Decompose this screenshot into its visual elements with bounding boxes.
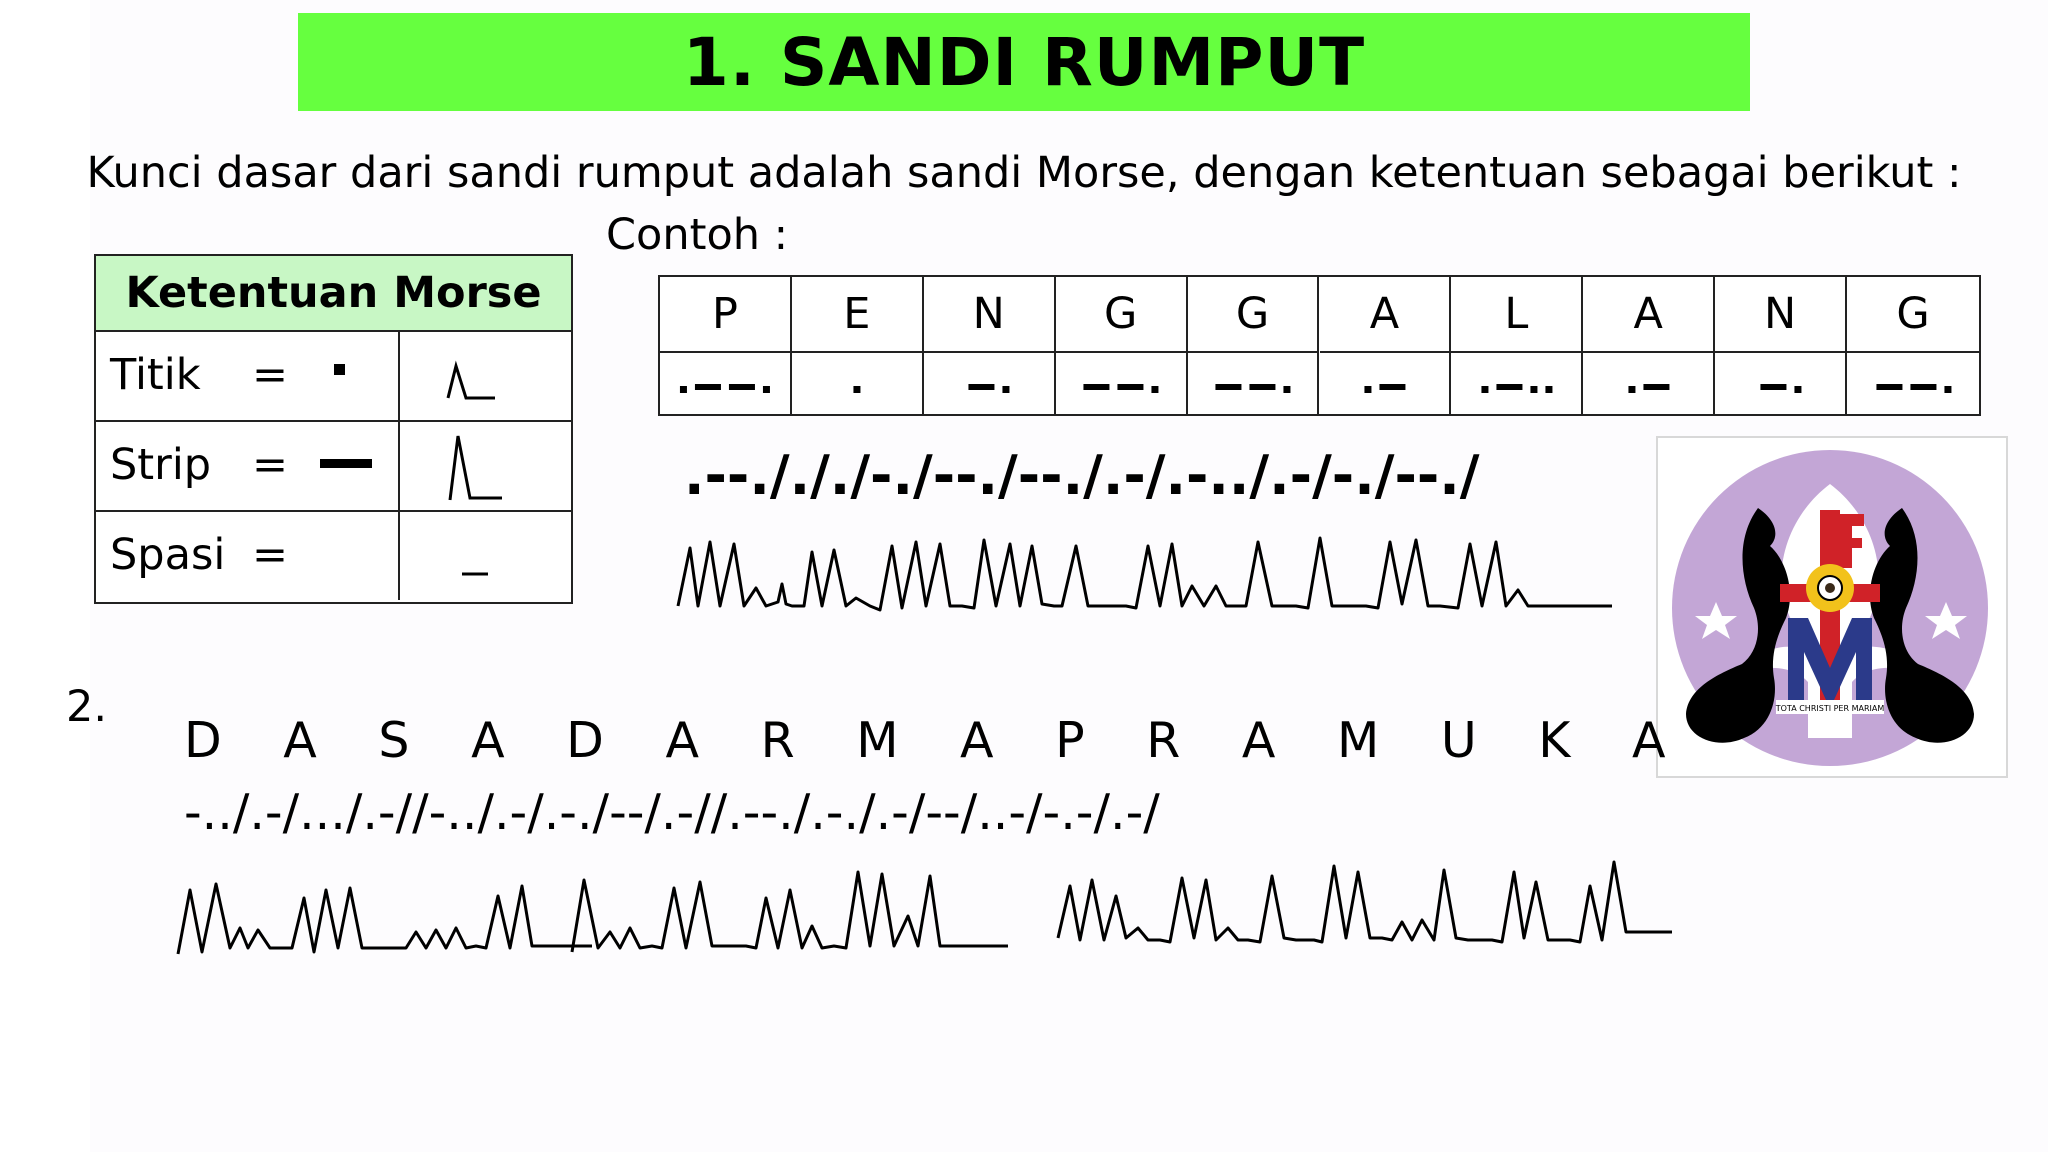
subtitle: Kunci dasar dari sandi rumput adalah sandi Morse, dengan ketentuan sebagai berikut : <box>86 148 1962 198</box>
example-code-cell <box>1847 353 1979 414</box>
example-code-cell <box>792 353 924 414</box>
morse-code-glyph <box>661 359 788 409</box>
key-row-strip <box>96 420 571 510</box>
equals-sign: = <box>252 440 289 490</box>
dash-mark <box>1876 384 1902 390</box>
underscore-icon <box>400 512 571 600</box>
dash-icon <box>310 422 380 512</box>
grass-code-waveform-2 <box>174 856 1724 966</box>
key-row-spasi <box>96 510 571 600</box>
example-code-cell <box>1320 353 1452 414</box>
scout-logo-frame <box>1656 436 2008 778</box>
dash-mark <box>1379 384 1405 390</box>
dash-mark <box>729 384 755 390</box>
equals-sign: = <box>252 530 289 580</box>
example-label: Contoh : <box>606 210 789 260</box>
dash-mark <box>1215 384 1241 390</box>
short-peak-icon <box>400 332 571 420</box>
section2-morse-string: -../.-/.../.-//-../.-/.-./--/.-//.--./.-./.-/--/..-/-.-/.-/ <box>184 784 1160 841</box>
example-letter-cell: A <box>1320 277 1452 353</box>
morse-code-glyph <box>925 359 1052 409</box>
section-number: 2. <box>66 682 108 732</box>
dot-mark <box>1003 386 1010 393</box>
grass-code-waveform-1 <box>676 526 1616 618</box>
dash-mark <box>1910 384 1936 390</box>
example-table <box>658 275 1981 416</box>
dot-mark <box>1364 386 1371 393</box>
example-code-cell <box>1715 353 1847 414</box>
morse-code-glyph <box>1189 359 1316 409</box>
dash-mark <box>1496 384 1522 390</box>
dot-mark <box>1481 386 1488 393</box>
example-letter-cell: G <box>1847 277 1979 353</box>
morse-code-glyph <box>1453 359 1580 409</box>
morse-code-glyph <box>1321 359 1448 409</box>
morse-code-glyph <box>1717 359 1844 409</box>
example-letter-cell: L <box>1451 277 1583 353</box>
example-code-cell <box>1451 353 1583 414</box>
example-letter-cell: E <box>792 277 924 353</box>
dash-mark <box>1118 384 1144 390</box>
dot-mark <box>1530 386 1537 393</box>
dash-mark <box>695 384 721 390</box>
example-letter-cell: N <box>924 277 1056 353</box>
logo-motto: TOTA CHRISTI PER MARIAM <box>1775 704 1885 713</box>
dot-mark <box>680 386 687 393</box>
example-code-cell <box>1056 353 1188 414</box>
page-title: 1. SANDI RUMPUT <box>682 23 1366 101</box>
dot-mark <box>1283 386 1290 393</box>
tall-peak-icon <box>400 422 571 510</box>
dot-icon <box>310 332 380 422</box>
dot-mark <box>854 386 861 393</box>
example-code-cell <box>660 353 792 414</box>
dash-mark <box>969 384 995 390</box>
key-row-label: Titik <box>110 350 201 400</box>
example-code-cell <box>924 353 1056 414</box>
morse-code-glyph <box>1585 359 1712 409</box>
dash-mark <box>1760 384 1786 390</box>
dot-mark <box>1794 386 1801 393</box>
title-banner <box>298 13 1750 111</box>
example-letter-cell: N <box>1715 277 1847 353</box>
morse-code-glyph <box>793 359 920 409</box>
key-row-titik <box>96 330 571 420</box>
dot-mark <box>1152 386 1159 393</box>
dot-mark <box>1628 386 1635 393</box>
morse-key-table <box>94 254 573 604</box>
example-letter-cell: G <box>1188 277 1320 353</box>
example-morse-string: .--./././-./--./--./.-/.-../.-/-./--./ <box>684 444 1480 507</box>
example-letter-cell: G <box>1056 277 1188 353</box>
example-code-cell <box>1188 353 1320 414</box>
equals-sign: = <box>252 350 289 400</box>
key-row-label: Spasi <box>110 530 226 580</box>
dash-mark <box>1249 384 1275 390</box>
example-letter-cell: P <box>660 277 792 353</box>
morse-code-glyph <box>1057 359 1184 409</box>
key-table-header: Ketentuan Morse <box>96 256 571 332</box>
dash-mark <box>1643 384 1669 390</box>
section2-phrase: D A S A D A R M A P R A M U K A <box>184 712 1689 769</box>
dash-mark <box>1084 384 1110 390</box>
dot-mark <box>1545 386 1552 393</box>
example-letter-cell: A <box>1583 277 1715 353</box>
dot-mark <box>763 386 770 393</box>
example-code-cell <box>1583 353 1715 414</box>
key-row-label: Strip <box>110 440 212 490</box>
scout-emblem-icon <box>1658 438 2006 776</box>
dot-mark <box>1944 386 1951 393</box>
morse-code-glyph <box>1850 359 1977 409</box>
